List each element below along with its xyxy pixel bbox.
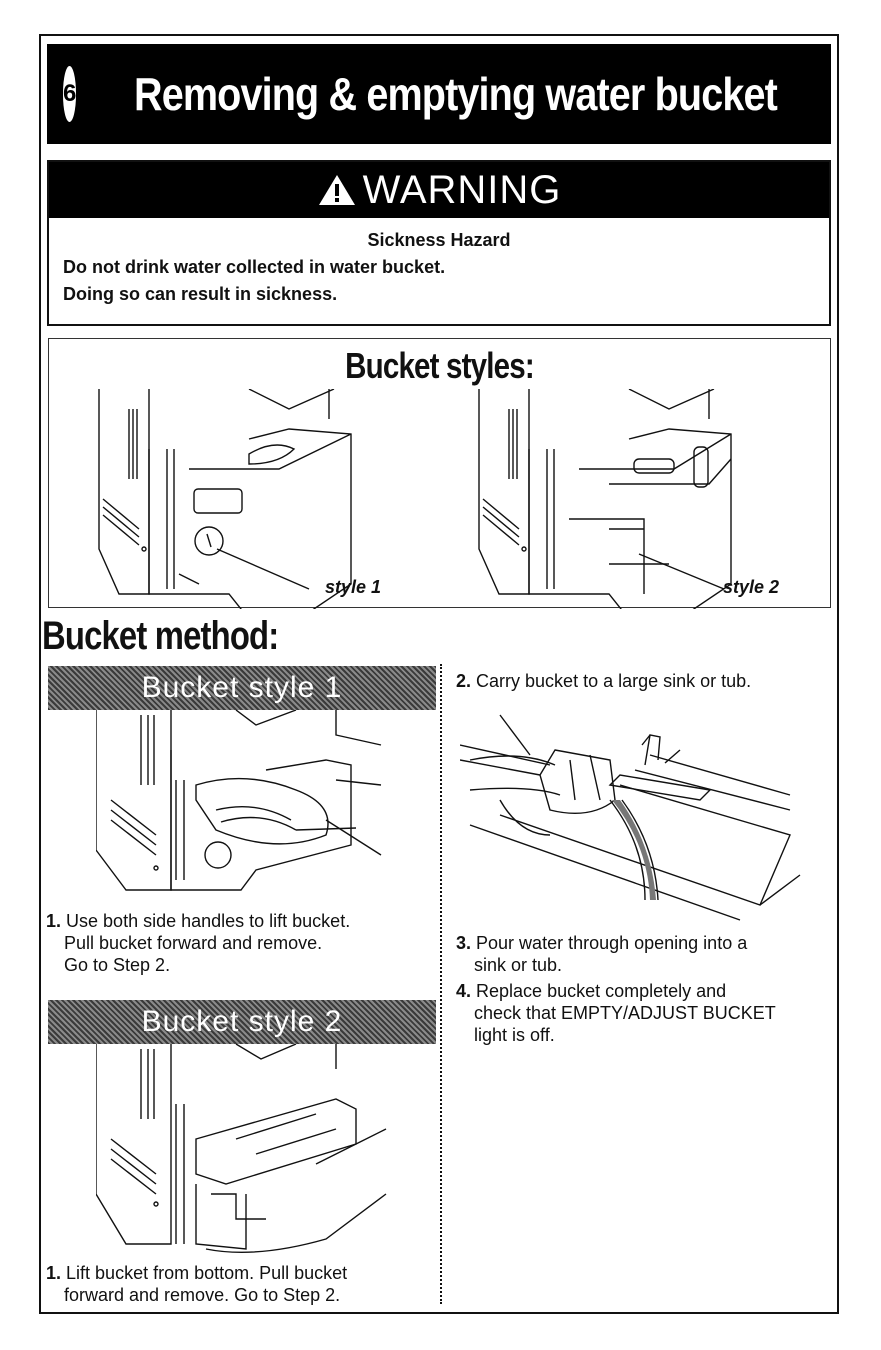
style1-removal-illustration [96, 710, 396, 900]
style2-step1-text [46, 1262, 347, 1306]
bucket-method-title: Bucket method: [42, 614, 279, 658]
style1-illustration [89, 389, 419, 609]
warning-line: Do not drink water collected in water bucket. [63, 257, 446, 277]
step-number: 1. [46, 911, 62, 931]
warning-label: WARNING [362, 167, 562, 212]
step-number: 4. [456, 981, 472, 1001]
style1-step1-line3: Go to Step 2. [64, 955, 171, 975]
style2-step1-line2: forward and remove. Go to Step 2. [64, 1285, 341, 1305]
sink-pour-illustration [460, 705, 810, 925]
bucket-style1-banner: Bucket style 1 [48, 666, 436, 710]
section-header [47, 44, 831, 144]
style2-illustration [469, 389, 799, 609]
bucket-styles-title: Bucket styles: [345, 345, 534, 386]
style1-step1-line2: Pull bucket forward and remove. [64, 933, 323, 953]
bucket-style2-banner: Bucket style 2 [48, 1000, 436, 1044]
step3-text [456, 932, 747, 976]
warning-box [47, 160, 831, 326]
step-number: 2. [456, 671, 472, 691]
style1-step1-text [46, 910, 350, 976]
warning-triangle-icon [317, 173, 357, 207]
style1-step1-line1: Use both side handles to lift bucket. [66, 911, 351, 931]
warning-bar [49, 162, 829, 218]
hazard-title: Sickness Hazard [367, 230, 511, 250]
step2-line: Carry bucket to a large sink or tub. [476, 671, 752, 691]
style1-caption: style 1 [325, 577, 382, 597]
style2-caption: style 2 [723, 577, 780, 597]
step4-text [456, 980, 776, 1046]
section-title: Removing & emptying water bucket [134, 68, 778, 120]
column-divider [440, 664, 442, 1304]
style2-removal-illustration [96, 1044, 396, 1259]
step4-line1: Replace bucket completely and [476, 981, 727, 1001]
step-number: 1. [46, 1263, 62, 1283]
step-number: 3. [456, 933, 472, 953]
step-number-badge: 6 [63, 66, 76, 122]
step3-line1: Pour water through opening into a [476, 933, 748, 953]
step2-text [456, 670, 751, 692]
style2-step1-line1: Lift bucket from bottom. Pull bucket [66, 1263, 348, 1283]
step4-line3: light is off. [474, 1025, 555, 1045]
step4-line2: check that EMPTY/ADJUST BUCKET [474, 1003, 776, 1023]
warning-line: Doing so can result in sickness. [63, 284, 338, 304]
step3-line2: sink or tub. [474, 955, 563, 975]
bucket-styles-panel [48, 338, 831, 608]
